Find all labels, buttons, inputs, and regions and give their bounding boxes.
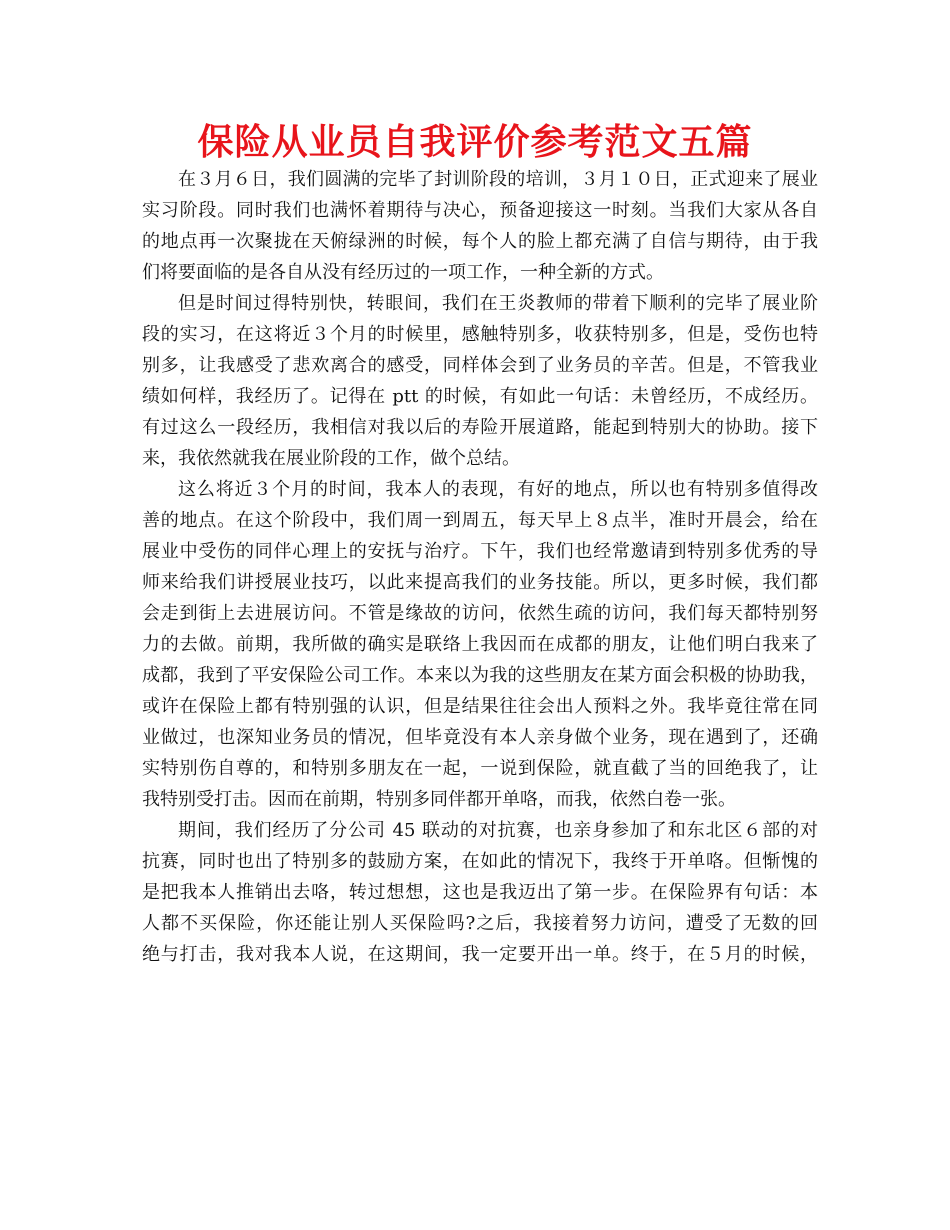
- text-line: 实习阶段。同时我们也满怀着期待与决心，预备迎接这一时刻。当我们大家从各自: [142, 200, 818, 221]
- text-line: 来，我依然就我在展业阶段的工作，做个总结。: [142, 448, 520, 469]
- text-line: 的地点再一次聚拢在天俯绿洲的时候，每个人的脸上都充满了自信与期待，由于我: [142, 231, 818, 252]
- text-line: 成都，我到了平安保险公司工作。本来以为我的这些朋友在某方面会积极的协助我，: [142, 665, 818, 686]
- text-line: 师来给我们讲授展业技巧，以此来提高我们的业务技能。所以，更多时候，我们都: [142, 572, 818, 593]
- text-line: 或许在保险上都有特别强的认识，但是结果往往会出人预料之外。我毕竟往常在同: [142, 696, 818, 717]
- text-line: 我特别受打击。因而在前期，特别多同伴都开单咯，而我，依然白卷一张。: [142, 789, 736, 810]
- text-line: 但是时间过得特别快，转眼间，我们在王炎教师的带着下顺利的完毕了展业阶: [178, 293, 818, 314]
- text-line: 力的去做。前期，我所做的确实是联络上我因而在成都的朋友，让他们明白我来了: [142, 634, 818, 655]
- text-line: 抗赛，同时也出了特别多的鼓励方案，在如此的情况下，我终于开单咯。但惭愧的: [142, 851, 818, 872]
- text-line: 别多，让我感受了悲欢离合的感受，同样体会到了业务员的辛苦。但是，不管我业: [142, 355, 818, 376]
- text-line: 是把我本人推销出去咯，转过想想，这也是我迈出了第一步。在保险界有句话：本: [142, 882, 818, 903]
- text-line: 实特别伤自尊的，和特别多朋友在一起，一说到保险，就直截了当的回绝我了，让: [142, 758, 818, 779]
- document-body: [142, 164, 818, 970]
- text-line: 善的地点。在这个阶段中，我们周一到周五，每天早上８点半，准时开晨会，给在: [142, 510, 818, 531]
- page-title: 保险从业员自我评价参考范文五篇: [197, 122, 753, 163]
- text-line: 期间，我们经历了分公司 45 联动的对抗赛，也亲身参加了和东北区６部的对: [178, 820, 818, 841]
- text-line: 人都不买保险，你还能让别人买保险吗?之后，我接着努力访问，遭受了无数的回: [142, 913, 818, 934]
- text-line: 这么将近３个月的时间，我本人的表现，有好的地点，所以也有特别多值得改: [178, 479, 818, 500]
- text-line: 绝与打击，我对我本人说，在这期间，我一定要开出一单。终于，在５月的时候，: [142, 944, 818, 965]
- text-line: 绩如何样，我经历了。记得在 ptt 的时候，有如此一句话：未曾经历，不成经历。: [142, 386, 818, 407]
- text-line: 段的实习，在这将近３个月的时候里，感触特别多，收获特别多，但是，受伤也特: [142, 324, 818, 345]
- text-line: 会走到街上去进展访问。不管是缘故的访问，依然生疏的访问，我们每天都特别努: [142, 603, 818, 624]
- text-line: 展业中受伤的同伴心理上的安抚与治疗。下午，我们也经常邀请到特别多优秀的导: [142, 541, 818, 562]
- text-line: 有过这么一段经历，我相信对我以后的寿险开展道路，能起到特别大的协助。接下: [142, 417, 818, 438]
- text-line: 在３月６日，我们圆满的完毕了封训阶段的培训，３月１０日，正式迎来了展业: [178, 169, 818, 190]
- text-line: 们将要面临的是各自从没有经历过的一项工作，一种全新的方式。: [142, 262, 664, 283]
- text-line: 业做过，也深知业务员的情况，但毕竟没有本人亲身做个业务，现在遇到了，还确: [142, 727, 818, 748]
